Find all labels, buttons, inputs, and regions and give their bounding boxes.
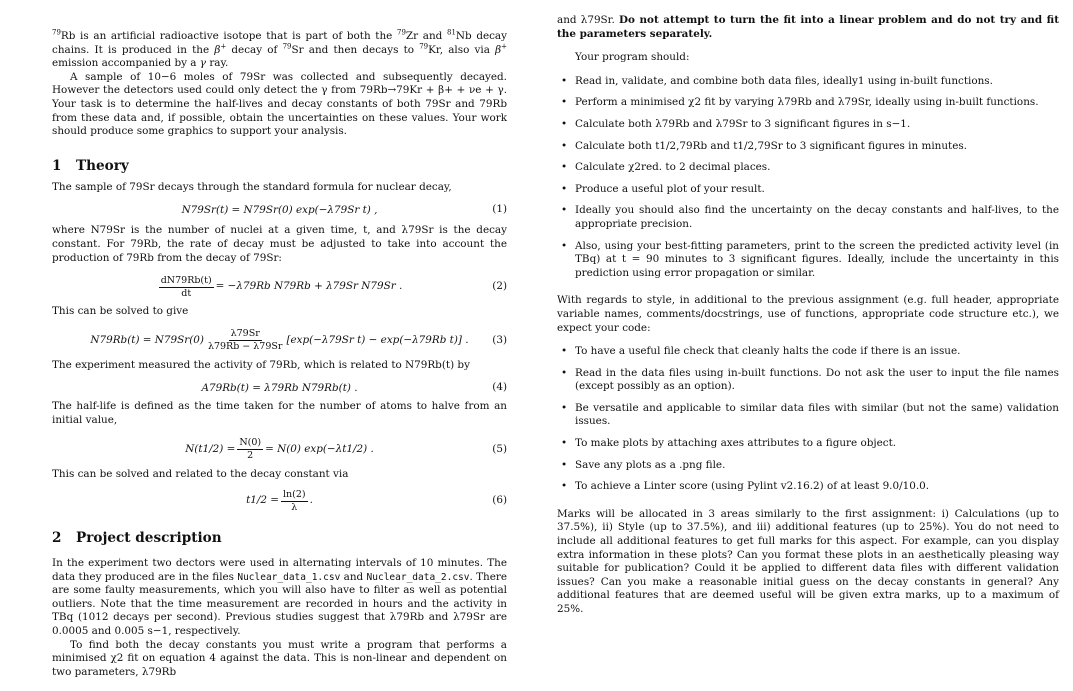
style-requirement-item: • To make plots by attaching axes attributes to a figure object. [575,437,1059,451]
style-list [557,345,1059,494]
requirements-list [557,75,1059,281]
intro-paragraph-1: $^{79}$Rb is an artificial radioactive isotope that is part of both the $^{79}$Zr and $^{81}$Nb decay chains. It is produced in the β+ decay of $^{79}$Sr and then decays to $^{79}$Kr, also via β+ emission accompanied by a γ ray. [52,28,507,70]
style-requirement-item: • To achieve a Linter score (using Pylint v2.16.2) of at least 9.0/10.0. [575,480,1059,494]
bold-instruction: Do not attempt to turn the fit into a linear problem and do not try and fit the parameters separately. [557,14,1059,40]
equation-5: N(t1/2) = $\frac{N(0)}{2}$ = N(0) exp(−λt1/2) . (5) [185,437,507,461]
program-should-intro: Your program should: [575,51,690,64]
filename-1: Nuclear_data_1.csv [237,571,341,583]
requirement-item: • Read in, validate, and combine both data files, ideally1 using in-built functions. [575,75,1059,89]
project-paragraph-2: To find both the decay constants you must write a program that performs a minimised χ2 fit on equation 4 against the data. This is non-linear and dependent on two parameters, λ79Rb [52,638,507,678]
continued-paragraph: and λ79Sr. Do not attempt to turn the fit into a linear problem and do not try and fit the parameters separately. [557,14,1059,40]
requirement-item: • Produce a useful plot of your result. [575,183,1059,197]
requirement-item: • Calculate both λ79Rb and λ79Sr to 3 significant figures in s−1. [575,118,1059,132]
requirement-item: • Perform a minimised χ2 fit by varying λ79Rb and λ79Sr, ideally using in-built functions. [575,96,1059,110]
intro-paragraph-2: A sample of 10−6 moles of 79Sr was collected and subsequently decayed. However the detectors used could only detect the γ from 79Rb→79Kr + β+ + νe + γ. Your task is to determine the half-lives and decay constants of both 79Sr and 79Rb from these data and, if possible, obtain the uncertainties on these values. Your work should produce some graphics to support your analysis. [52,70,507,138]
theory-paragraph-4: The experiment measured the activity of 79Rb, which is related to N79Rb(t) by [52,358,470,371]
equation-number: (1) [492,203,507,216]
marks-paragraph: Marks will be allocated in 3 areas similarly to the first assignment: i) Calculations (up to 37.5%), ii) Style (up to 37.5%), and iii) additional features (up to 25%). You do not need to include all additional features to get full marks for this aspect. For example, can you display extra information in these plots? Can you format these plots in an aesthetically pleasing way suitable for publication? Could it be applied to different data files with different validation issues? Can you make a reasonable initial guess on the decay constants in general? Any additional features that are deemed useful will be given extra marks, up to a maximum of 25%. [557,507,1059,615]
theory-paragraph-6: This can be solved and related to the decay constant via [52,467,349,480]
section-2-heading: 2 Project description [52,530,222,547]
left-column [52,0,507,679]
style-requirement-item: • Save any plots as a .png file. [575,459,1059,473]
equation-6: t1/2 = $\frac{\ln(2)}{\lambda}$ . (6) [246,488,507,513]
filename-2: Nuclear_data_2.csv [366,571,470,583]
requirement-item: • Calculate χ2red. to 2 decimal places. [575,161,1059,175]
section-1-heading: 1 Theory [52,157,129,174]
equation-4: A79Rb(t) = λ79Rb N79Rb(t) . (4) [201,381,507,394]
style-requirement-item: • Be versatile and applicable to similar data files with similar (but not the same) validation issues. [575,402,1059,429]
requirement-item: • Ideally you should also find the uncertainty on the decay constants and half-lives, to the appropriate precision. [575,204,1059,231]
theory-paragraph-1: The sample of 79Sr decays through the standard formula for nuclear decay, [52,180,452,193]
theory-paragraph-2: where N79Sr is the number of nuclei at a given time, t, and λ79Sr is the decay constant. For 79Rb, the rate of decay must be adjusted to take into account the production of 79Rb from the decay of 79Sr: [52,224,507,264]
style-paragraph: With regards to style, in additional to the previous assignment (e.g. full header, appropriate variable names, comments/docstrings, use of functions, appropriate code structure etc.), we expect your code: [557,294,1059,334]
equation-3: N79Rb(t) = N79Sr(0) $\frac{\lambda 79Sr}{\lambda 79Rb - \lambda 79Sr}$ [exp(−λ79Sr t) − exp(−λ79Rb t)] . (3) [90,328,507,353]
equation-1: N79Sr(t) = N79Sr(0) exp(−λ79Sr t) , (1) [181,203,507,216]
project-paragraph-1: In the experiment two dectors were used in alternating intervals of 10 minutes. The data they produced are in the files Nuclear_data_1.csv and Nuclear_data_2.csv. There are some faulty measurements, which you will also have to filter as well as potential outliers. Note that the time measurement are recorded in hours and the activity in TBq (1012 decays per second). Previous studies suggest that λ79Rb and λ79Sr are 0.0005 and 0.005 s−1, respectively. [52,557,508,638]
theory-paragraph-3: This can be solved to give [52,305,189,318]
requirement-item: • Also, using your best-fitting parameters, print to the screen the predicted activity level (in TBq) at t = 90 minutes to 3 significant figures. Ideally, include the uncertainty in this prediction using error propagation or similar. [575,240,1059,281]
equation-2: $\frac{dN79Rb(t)}{dt}$ = −λ79Rb N79Rb + λ79Sr N79Sr . (2) [160,274,507,299]
style-requirement-item: • Read in the data files using in-built functions. Do not ask the user to input the file names (except possibly as an option). [575,367,1059,394]
requirement-item: • Calculate both t1/2,79Rb and t1/2,79Sr to 3 significant figures in minutes. [575,140,1059,154]
theory-paragraph-5: The half-life is defined as the time taken for the number of atoms to halve from an initial value, [52,400,507,426]
style-requirement-item: • To have a useful file check that cleanly halts the code if there is an issue. [575,345,1059,359]
right-column [557,0,1059,617]
